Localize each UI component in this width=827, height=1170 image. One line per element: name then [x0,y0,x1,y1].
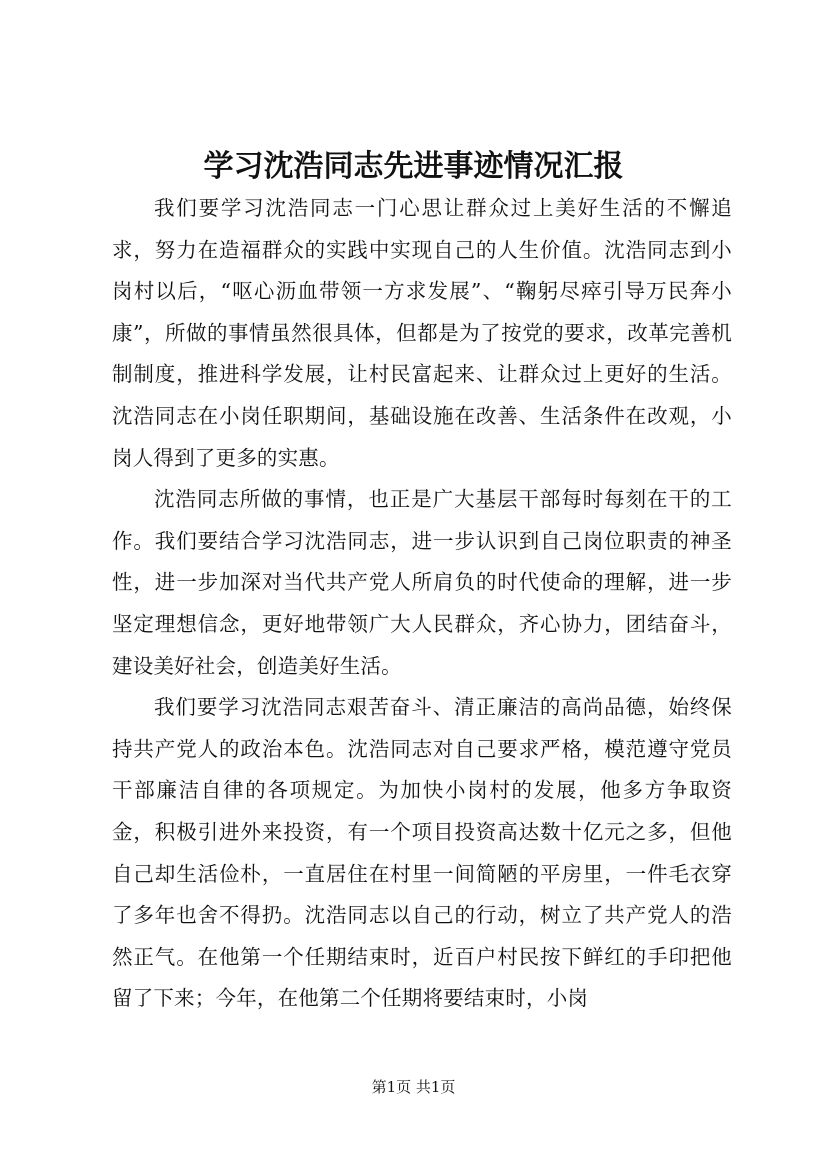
document-body [112,188,732,1020]
page-number-footer: 第1页 共1页 [371,1078,456,1096]
paragraph-2: 沈浩同志所做的事情，也正是广大基层干部每时每刻在干的工作。我们要结合学习沈浩同志，进一步认识到自己岗位职责的神圣性，进一步加深对当代共产党人所肩负的时代使命的理解，进一步坚定理想信念，更好地带领广大人民群众，齐心协力，团结奋斗，建设美好社会，创造美好生活。 [112,487,732,678]
document-title: 学习沈浩同志先进事迹情况汇报 [203,149,624,184]
paragraph-1: 我们要学习沈浩同志一门心思让群众过上美好生活的不懈追求，努力在造福群众的实践中实现自己的人生价值。沈浩同志到小岗村以后，“呕心沥血带领一方求发展”、“鞠躬尽瘁引导万民奔小康”，所做的事情虽然很具体，但都是为了按党的要求，改革完善机制制度，推进科学发展，让村民富起来、让群众过上更好的生活。沈浩同志在小岗任职期间，基础设施在改善、生活条件在改观，小岗人得到了更多的实惠。 [112,196,732,470]
paragraph-3: 我们要学习沈浩同志艰苦奋斗、清正廉洁的高尚品德，始终保持共产党人的政治本色。沈浩同志对自己要求严格，模范遵守党员干部廉洁自律的各项规定。为加快小岗村的发展，他多方争取资金，积极引进外来投资，有一个项目投资高达数十亿元之多，但他自己却生活俭朴，一直居住在村里一间简陋的平房里，一件毛衣穿了多年也舍不得扔。沈浩同志以自己的行动，树立了共产党人的浩然正气。在他第一个任期结束时，近百户村民按下鲜红的手印把他留了下来；今年，在他第二个任期将要结束时，小岗 [112,695,732,1011]
